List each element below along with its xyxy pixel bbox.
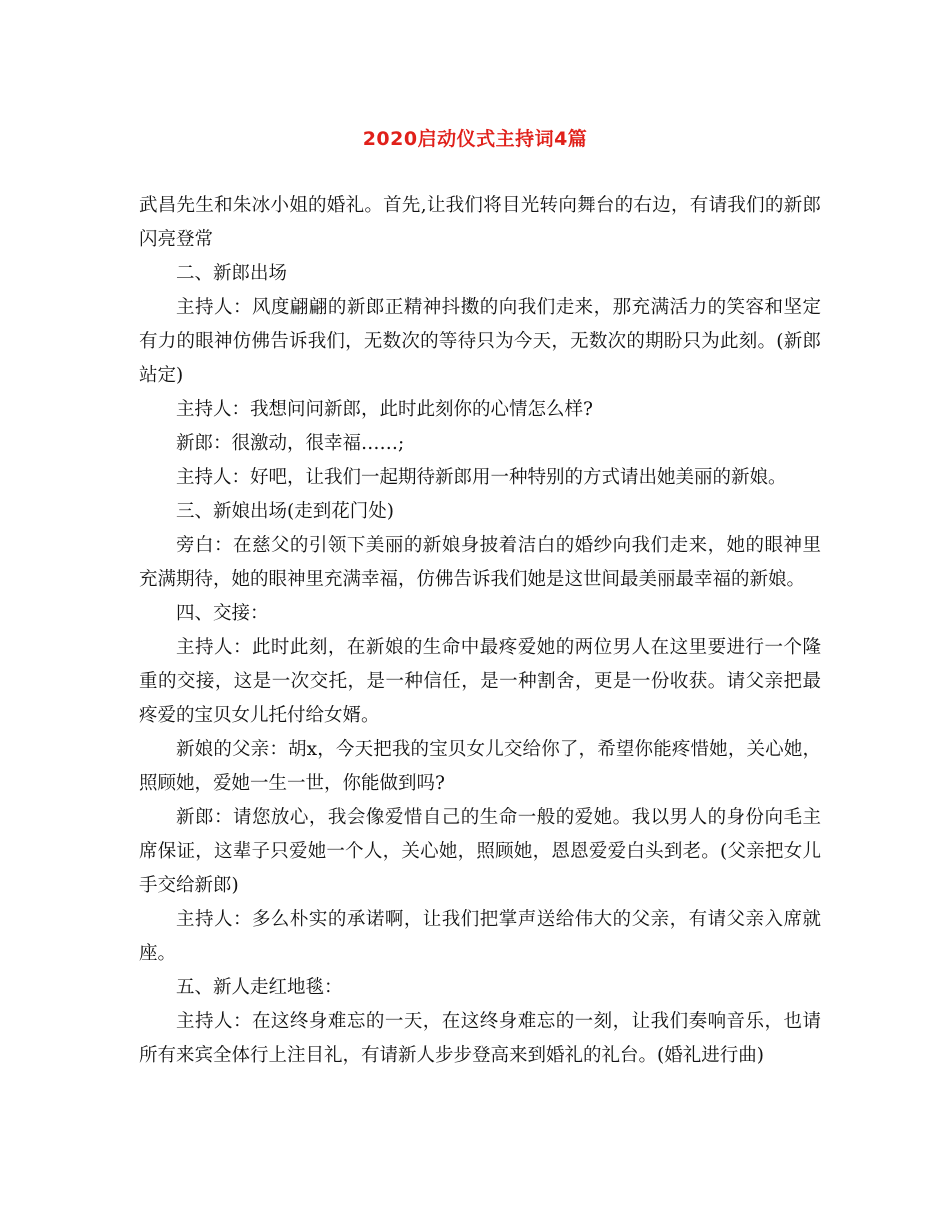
section-heading-handover: 四、交接：	[176, 603, 269, 624]
document-body	[139, 189, 821, 1073]
paragraph: 新郎：请您放心，我会像爱惜自己的生命一般的爱她。我以男人的身份向毛主席保证，这辈子只爱她一个人，关心她，照顾她，恩恩爱爱白头到老。(父亲把女儿手交给新郎)	[139, 807, 821, 896]
paragraph: 新郎：很激动，很幸福……;	[176, 433, 405, 454]
document-title: 2020启动仪式主持词4篇	[362, 128, 588, 150]
paragraph: 主持人：风度翩翩的新郎正精神抖擞的向我们走来，那充满活力的笑容和坚定有力的眼神仿佛告诉我们，无数次的等待只为今天，无数次的期盼只为此刻。(新郎站定)	[139, 297, 821, 386]
section-heading-groom-entrance: 二、新郎出场	[176, 263, 288, 284]
paragraph: 主持人：多么朴实的承诺啊，让我们把掌声送给伟大的父亲，有请父亲入席就座。	[139, 909, 821, 964]
paragraph: 主持人：好吧，让我们一起期待新郎用一种特别的方式请出她美丽的新娘。	[176, 467, 787, 488]
paragraph: 新娘的父亲：胡x，今天把我的宝贝女儿交给你了，希望你能疼惜她，关心她，照顾她，爱她一生一世，你能做到吗?	[139, 739, 821, 794]
paragraph: 主持人：在这终身难忘的一天，在这终身难忘的一刻，让我们奏响音乐，也请所有来宾全体行上注目礼，有请新人步步登高来到婚礼的礼台。(婚礼进行曲)	[139, 1011, 821, 1066]
paragraph: 旁白：在慈父的引领下美丽的新娘身披着洁白的婚纱向我们走来，她的眼神里充满期待，她的眼神里充满幸福，仿佛告诉我们她是这世间最美丽最幸福的新娘。	[139, 535, 821, 590]
paragraph: 武昌先生和朱冰小姐的婚礼。首先,让我们将目光转向舞台的右边，有请我们的新郎闪亮登常	[139, 195, 821, 250]
section-heading-red-carpet: 五、新人走红地毯：	[176, 977, 343, 998]
paragraph: 主持人：此时此刻，在新娘的生命中最疼爱她的两位男人在这里要进行一个隆重的交接，这是一次交托，是一种信任，是一种割舍，更是一份收获。请父亲把最疼爱的宝贝女儿托付给女婿。	[139, 637, 821, 726]
section-heading-bride-entrance: 三、新娘出场(走到花门处)	[176, 501, 394, 522]
paragraph: 主持人：我想问问新郎，此时此刻你的心情怎么样?	[176, 399, 593, 420]
